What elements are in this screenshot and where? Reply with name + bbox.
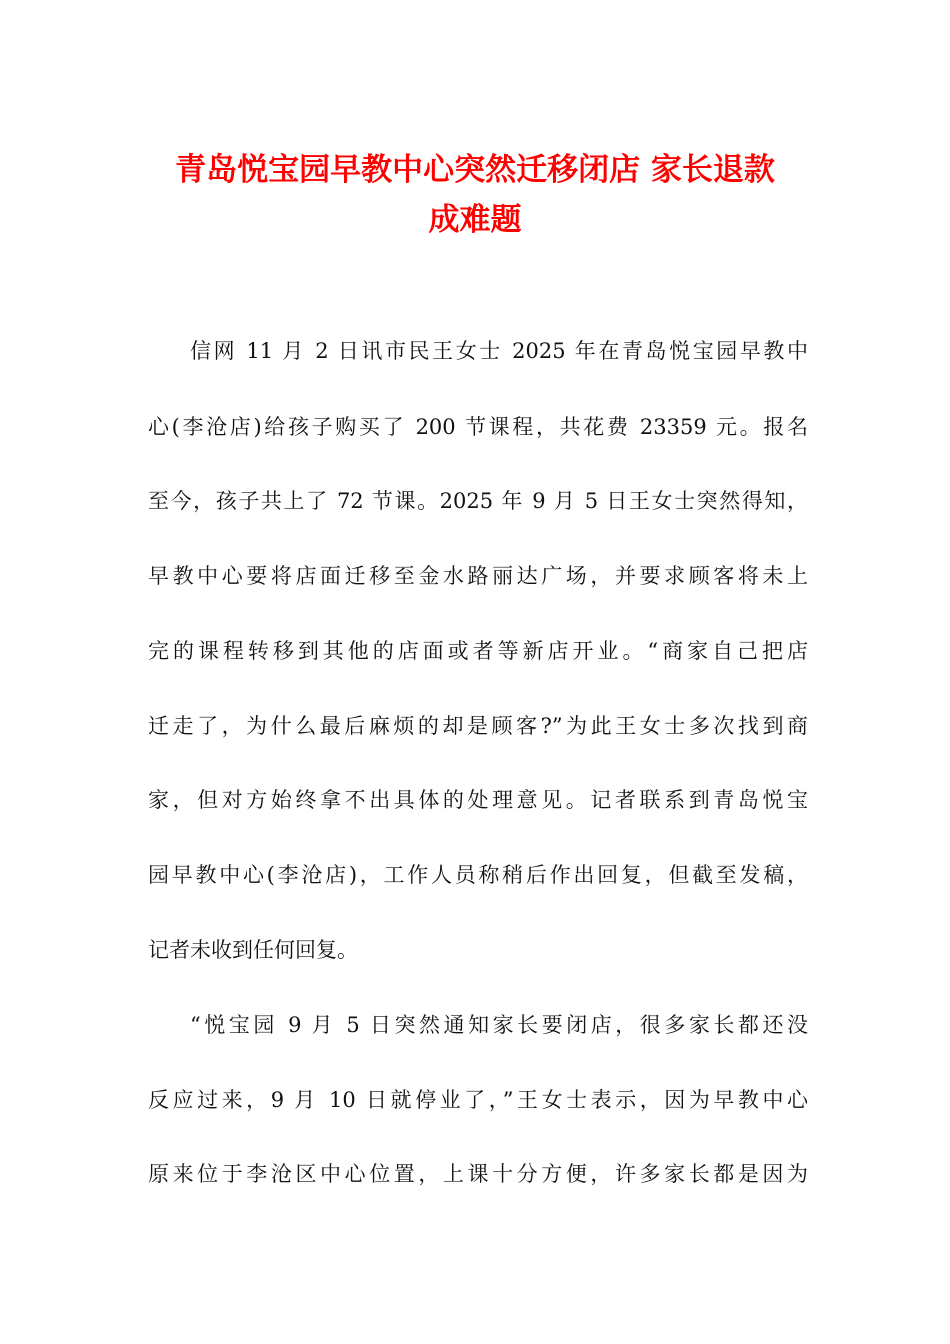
paragraph-1-line-9: 记者未收到任何回复。: [148, 938, 358, 962]
paragraph-1-line-1: 信网 11 月 2 日讯市民王女士 2025 年在青岛悦宝园早教中: [190, 339, 808, 363]
paragraph-1-line-2: 心(李沧店)给孩子购买了 200 节课程，共花费 23359 元。报名: [148, 415, 808, 439]
paragraph-2-line-2: 反应过来，9 月 10 日就停业了，”王女士表示，因为早教中心: [148, 1088, 808, 1112]
article-title-line-2: 成难题: [428, 202, 522, 238]
paragraph-1-line-8: 园早教中心(李沧店)，工作人员称稍后作出回复，但截至发稿，: [148, 863, 808, 887]
paragraph-2-line-1: “悦宝园 9 月 5 日突然通知家长要闭店，很多家长都还没: [190, 1013, 808, 1037]
article-title-line-1: 青岛悦宝园早教中心突然迁移闭店 家长退款: [175, 152, 775, 188]
paragraph-1-line-5: 完的课程转移到其他的店面或者等新店开业。“商家自己把店: [148, 639, 808, 663]
paragraph-1-line-4: 早教中心要将店面迁移至金水路丽达广场，并要求顾客将未上: [148, 564, 808, 588]
paragraph-1-line-3: 至今，孩子共上了 72 节课。2025 年 9 月 5 日王女士突然得知，: [148, 489, 808, 513]
paragraph-1-line-6: 迁走了，为什么最后麻烦的却是顾客?”为此王女士多次找到商: [148, 714, 808, 738]
paragraph-2-line-3: 原来位于李沧区中心位置，上课十分方便，许多家长都是因为: [148, 1162, 808, 1186]
paragraph-1-line-7: 家，但对方始终拿不出具体的处理意见。记者联系到青岛悦宝: [148, 788, 808, 812]
